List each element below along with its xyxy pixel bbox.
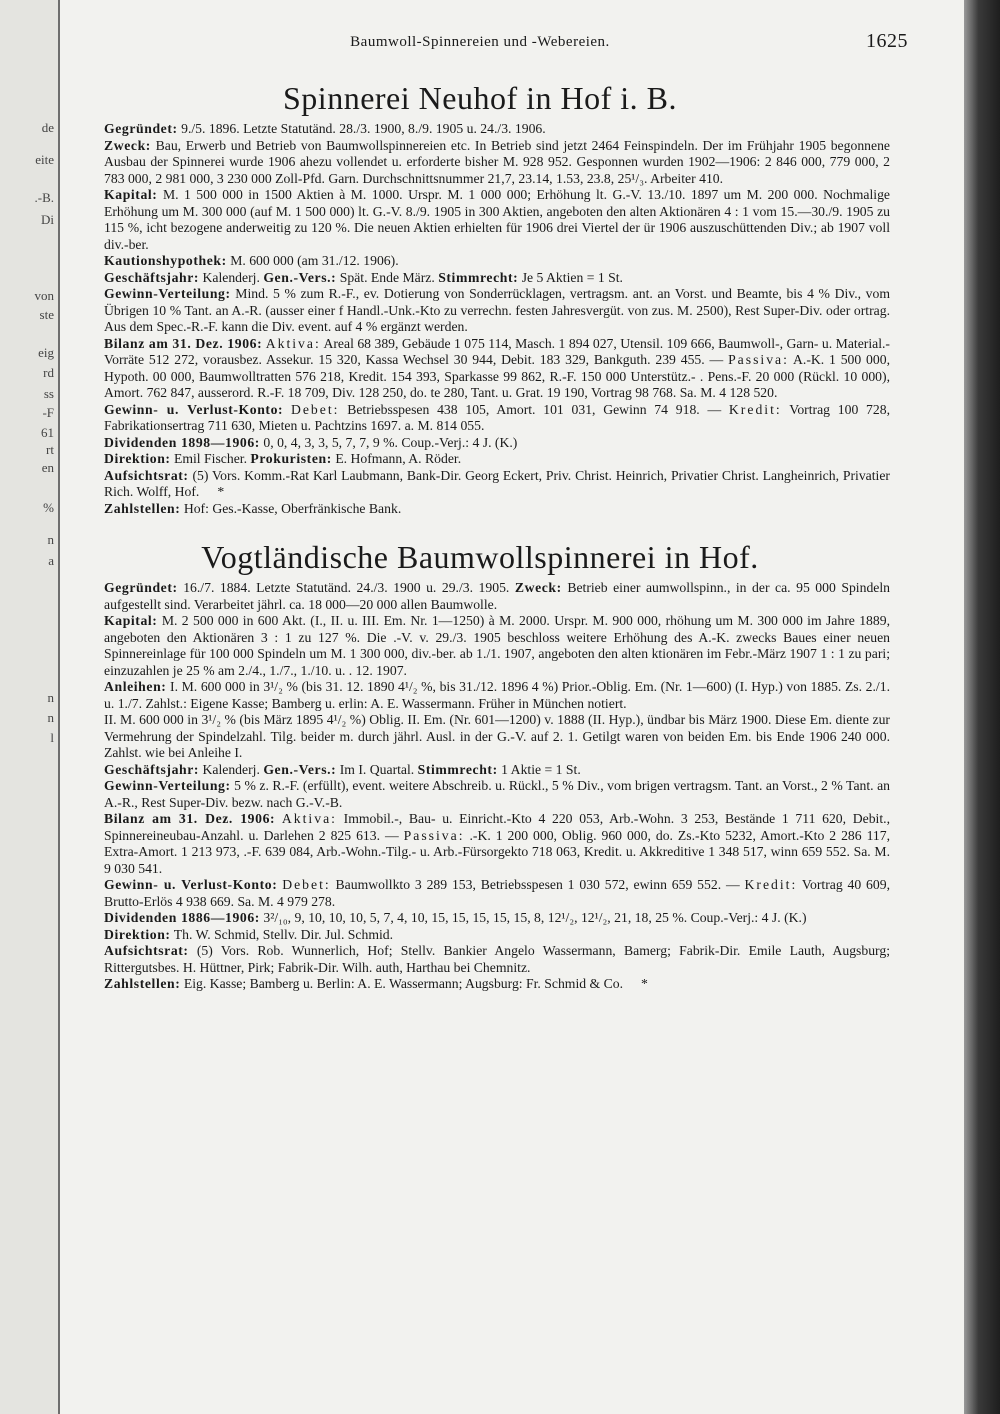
entry-paragraph: [70, 712, 890, 762]
facing-page-fragment: rd: [43, 365, 54, 380]
entry-paragraph: [70, 402, 890, 435]
entry-key: Bilanz am 31. Dez. 1906:: [104, 335, 263, 351]
entry-text: Kalenderj.: [202, 761, 260, 777]
entry-paragraph: [70, 468, 890, 501]
entry-key: Gen.-Vers.:: [263, 269, 337, 285]
entry-paragraph: [70, 943, 890, 976]
company-title: Vogtländische Baumwollspinnerei in Hof.: [201, 539, 759, 575]
entry-key: Direktion:: [104, 926, 171, 942]
entry-subheading: Passiva:: [403, 827, 465, 843]
entry-subheading: Aktiva:: [281, 811, 337, 826]
footnote-mark: *: [217, 484, 225, 499]
entry-text: Spät. Ende März.: [339, 269, 435, 285]
entry-text: Areal 68 389, Gebäude 1 075 114, Masch. 1 894 027, Utensil. 109 666, Baumwoll-, Garn- u. Material.-Vorräte 512 272, vorausbez. Assekur. 15 320, Kassa Wechsel 30 944, Debit. 183 329, Bankguth. 239 455. —: [104, 335, 890, 367]
entry-paragraph: [70, 976, 890, 993]
entry-key: Geschäftsjahr:: [104, 269, 200, 285]
running-head: [70, 30, 908, 56]
entry-text: A.-K. 1 500 000, Hypoth. 00 000, Baumwolltratten 576 218, Kredit. 154 393, Sparkasse 99 862, R.-F. 150 000 Unterstütz.- . Pens.-F. 20 000 (Rückl. 10 000), Amort. 762 847, ausserord. R.-F. 18 709, Div. 128 250, do. te 280, Tant. u. Grat. 19 190, Vortrag 98 768. Sa. M. 4 128 520.: [104, 352, 891, 400]
footnote-mark: *: [641, 976, 648, 991]
entry-text: M. 2 500 000 in 600 Akt. (I., II. u. III. Em. Nr. 1—1250) à M. 2000. Urspr. M. 900 000, rhöhung um M. 300 000 im Jahre 1889, angeboten den Aktionären 3 : 1 zu 127 %. Die .-V. v. 29./3. 1905 beschloss weitere Erhöhung des A.-K. zwecks Baues einer neuen Spinnereinlage für 100 000 Spindeln um M. 1 300 000, div.-ber. ab 1./1. 1907, angeboten den alten ktionären im Febr.-März 1907 1 : 1 zu pari; einzuzahlen je 25 % am 2./4., 1./7., 1./10. u. . 12. 1907.: [104, 613, 891, 678]
entry-list: [70, 580, 890, 993]
facing-page-edge: [0, 0, 60, 1414]
entry-text: Baumwollkto 3 289 153, Betriebsspesen 1 030 572, ewinn 659 552. —: [335, 877, 740, 892]
company-title: Spinnerei Neuhof in Hof i. B.: [283, 80, 677, 116]
facing-page-fragment: von: [34, 288, 54, 303]
entry-paragraph: [70, 253, 890, 270]
entry-paragraph: [70, 336, 890, 402]
entry-paragraph: [70, 613, 890, 679]
entry-text: Immobil.-, Bau- u. Einricht.-Kto 4 220 053, Arb.-Wohn. 3 253, Bestände 1 711 620, Debit., Spinnereineubau-Anzahl. u. Darlehen 2 825 613. —: [104, 811, 891, 843]
entry-subheading: Aktiva:: [265, 335, 321, 351]
entry-list: [70, 121, 890, 517]
entry-text: 3²/₁₀, 9, 10, 10, 10, 5, 7, 4, 10, 15, 15, 15, 15, 15, 8, 12¹/₂, 12¹/₂, 21, 18, 25 %. Coup.-Verj.: 4 J. (K.): [263, 910, 807, 925]
entry-paragraph: [70, 270, 890, 287]
entry-key: Kapital:: [104, 187, 158, 202]
entry-text: Betrieb einer aumwollspinn., in der ca. 95 000 Spindeln aufgestellt sind. Verarbeitet jährl. ca. 18 000—20 000 allen Baumwolle.: [104, 580, 891, 612]
facing-page-fragment: de: [41, 120, 54, 135]
entry-subheading: Kredit:: [728, 401, 782, 417]
facing-page-fragment: n: [47, 690, 54, 705]
entry-paragraph: [70, 877, 890, 910]
entry-key: Geschäftsjahr:: [104, 761, 200, 777]
binding-shadow: [964, 0, 1000, 1414]
entry-text: I. M. 600 000 in 3¹/₂ % (bis 31. 12. 1890 4¹/₂ %, bis 31./12. 1896 4 %) Prior.-Oblig. Em. (Nr. 1—600) (I. Hyp.) von 1885. Zs. 2./1. u. 1./7. Zahlst.: Eigene Kasse; Bamberg u. erlin: A. E. Wassermann. Früher in München notiert.: [104, 679, 890, 711]
running-head-title: Baumwoll-Spinnereien und -Webereien.: [350, 34, 610, 50]
entry-key: Kapital:: [104, 613, 158, 628]
entry-paragraph: [70, 811, 890, 877]
facing-page-fragment: l: [50, 730, 54, 745]
entry-key: Gen.-Vers.:: [263, 761, 337, 777]
entry-key: Anleihen:: [104, 679, 167, 694]
facing-page-fragment: n: [47, 710, 54, 725]
company-section-neuhof: [70, 80, 890, 517]
entry-paragraph: [70, 286, 890, 336]
entry-subheading: Debet:: [282, 877, 331, 892]
entry-subheading: Passiva:: [728, 352, 789, 367]
entry-text: E. Hofmann, A. Röder.: [335, 451, 462, 466]
entry-key: Prokuristen:: [250, 451, 332, 466]
entry-text: Bau, Erwerb und Betrieb von Baumwollspinnereien etc. In Betrieb sind jetzt 2464 Feinspindeln. Der im Frühjahr 1905 begonnene Ausbau der Spinnerei wurde 1906 ahezu vollendet u. erforderte bisher M. 928 952. Gesponnen wurden 1902—1906: 2 846 000, 779 000, 2 783 000, 2 981 000, 3 230 000 Zoll-Pfd. Garn. Durchschnittsnummer 21,7, 23.14, 1.53, 23.8, 25¹/₃. Arbeiter 410.: [104, 137, 891, 186]
facing-page-fragment: Di: [41, 212, 54, 227]
entry-text: Betriebsspesen 438 105, Amort. 101 031, Gewinn 74 918. —: [347, 401, 722, 417]
entry-key: Zweck:: [104, 137, 151, 153]
entry-key: Dividenden 1898—1906:: [104, 434, 260, 450]
entry-text: 0, 0, 4, 3, 3, 5, 7, 7, 9 %. Coup.-Verj.: 4 J. (K.): [263, 434, 518, 450]
entry-key: Zweck:: [514, 580, 562, 595]
entry-text: Je 5 Aktien = 1 St.: [521, 269, 623, 285]
entry-key: Kautionshypothek:: [104, 253, 227, 268]
entry-paragraph: [70, 910, 890, 927]
entry-paragraph: [70, 187, 890, 253]
facing-page-fragment: en: [41, 460, 54, 475]
entry-text: 9./5. 1896. Letzte Statutänd. 28./3. 1900, 8./9. 1905 u. 24./3. 1906.: [181, 121, 546, 136]
entry-text: Emil Fischer.: [174, 451, 247, 466]
entry-key: Stimmrecht:: [438, 269, 519, 285]
page-number: 1625: [866, 30, 908, 52]
entry-text: 5 % z. R.-F. (erfüllt), event. weitere Abschreib. u. Rückl., 5 % Div., vom brigen vertragsm. Tant. an Vorst., 2 % Tant. an A.-R., Rest Super-Div. bezw. nach G.-V.-B.: [104, 778, 890, 810]
entry-key: Gewinn- u. Verlust-Konto:: [104, 401, 284, 417]
entry-key: Gegründet:: [104, 121, 178, 136]
entry-paragraph: [70, 580, 890, 613]
entry-text: Im I. Quartal.: [339, 761, 415, 777]
entry-text: 16./7. 1884. Letzte Statutänd. 24./3. 1900 u. 29./3. 1905.: [183, 580, 510, 595]
entry-text: (5) Vors. Komm.-Rat Karl Laubmann, Bank-Dir. Georg Eckert, Priv. Christ. Heinrich, Privatier Christ. Langheinrich, Privatier Rich. Wolff, Hof.: [104, 467, 890, 499]
entry-key: Gegründet:: [104, 580, 178, 595]
entry-text: Kalenderj.: [202, 269, 260, 285]
entry-paragraph: [70, 138, 890, 188]
facing-page-fragment: n: [47, 532, 54, 547]
entry-text: Hof: Ges.-Kasse, Oberfränkische Bank.: [183, 500, 402, 516]
entry-paragraph: [70, 501, 890, 518]
entry-subheading: Debet:: [290, 401, 340, 417]
entry-key: Bilanz am 31. Dez. 1906:: [104, 811, 276, 826]
entry-key: Dividenden 1886—1906:: [104, 910, 260, 925]
entry-text: 1 Aktie = 1 St.: [501, 761, 581, 777]
page-content: [70, 30, 908, 993]
facing-page-fragment: ss: [43, 386, 54, 401]
entry-text: (5) Vors. Rob. Wunnerlich, Hof; Stellv. Bankier Angelo Wassermann, Bamerg; Fabrik-Dir. Emile Lauth, Augsburg; Rittergutsbes. H. Hüttner, Pirk; Fabrik-Dir. Wilh. auth, Harthau bei Chemnitz.: [104, 943, 891, 975]
facing-page-fragment: rt: [46, 442, 54, 457]
entry-text: M. 1 500 000 in 1500 Aktien à M. 1000. Urspr. M. 1 000 000; Erhöhung lt. G.-V. 13./10. 1897 um M. 200 000. Nochmalige Erhöhung um M. 300 000 (auf M. 1 500 000) lt. G.-V. 8./9. 1905 in 300 Aktien, angeboten den alten Aktionären 4 : 1 vom 15.—30./9. 1905 zu 115 %, icht bezogene anderweitig zu 120 %. Die neuen Aktien erhielten für 1906 drei Viertel der ür 1906 auszuschüttenden Div.; ab 1907 voll div.-ber.: [104, 187, 890, 252]
entry-text: .-K. 1 200 000, Oblig. 960 000, do. Zs.-Kto 5232, Amort.-Kto 2 286 117, Extra-Amort. 1 213 973, .-F. 639 084, Arb.-Wohn.-Tilg.- u. Arb.-Fürsorgekto 718 063, Kredit. u. Akkreditive 1 348 517, winn 659 552. Sa. M. 9 030 541.: [104, 827, 891, 876]
entry-paragraph: [70, 762, 890, 779]
entry-key: Zahlstellen:: [104, 500, 181, 516]
entry-key: Gewinn- u. Verlust-Konto:: [104, 877, 278, 892]
entry-paragraph: [70, 679, 890, 712]
entry-key: Gewinn-Verteilung:: [104, 286, 231, 301]
entry-key: Zahlstellen:: [104, 976, 181, 991]
entry-paragraph: [70, 778, 890, 811]
entry-key: Stimmrecht:: [417, 761, 498, 777]
company-section-vogtlaendische: [70, 539, 890, 993]
facing-page-fragment: -F: [42, 405, 54, 420]
entry-text: Eig. Kasse; Bamberg u. Berlin: A. E. Wassermann; Augsburg: Fr. Schmid & Co.: [183, 976, 623, 991]
entry-subheading: Kredit:: [744, 877, 798, 892]
entry-paragraph: [70, 121, 890, 138]
facing-page-fragment: ste: [39, 307, 54, 322]
entry-paragraph: [70, 435, 890, 452]
entry-key: Aufsichtsrat:: [104, 467, 189, 483]
facing-page-fragment: %: [43, 500, 54, 515]
facing-page-fragment: .-B.: [34, 190, 54, 205]
facing-page-fragment: a: [48, 553, 54, 568]
facing-page-fragment: eite: [35, 152, 54, 167]
entry-text: Mind. 5 % zum R.-F., ev. Dotierung von Sonderrücklagen, vertragsm. ant. an Vorst. und Beamte, bis 4 % Div., vom Übrigen 10 % Tant. an A.-R. (ausser einer f Handl.-Unk.-Kto zu verrechn. festen Jahresvergüt. von zus. M. 2500), Rest Super-Div. oder ortrag. Aus dem Spec.-R.-F. kann die Div. event. auf 4 % ergänzt werden.: [104, 286, 891, 334]
entry-key: Gewinn-Verteilung:: [104, 778, 231, 793]
facing-page-fragment: eig: [38, 345, 54, 360]
entry-text: II. M. 600 000 in 3¹/₂ % (bis März 1895 4¹/₂ %) Oblig. II. Em. (Nr. 601—1200) v. 1888 (II. Hyp.), ündbar bis März 1900. Diese Em. diente zur Vermehrung der Spindelzahl. Tilg. beider m. durch jährl. Ausl. in der G.-V. auf 2. 1. Getilgt waren von beiden Em. bis Ende 1906 240 000. Zahlst. wie bei Anleihe I.: [104, 712, 890, 760]
entry-paragraph: [70, 451, 890, 468]
entry-text: Th. W. Schmid, Stellv. Dir. Jul. Schmid.: [173, 926, 394, 942]
entry-text: Vortrag 40 609, Brutto-Erlös 4 938 669. Sa. M. 4 979 278.: [104, 877, 891, 909]
facing-page-fragment: 61: [41, 425, 54, 440]
entry-key: Direktion:: [104, 451, 171, 466]
entry-key: Aufsichtsrat:: [104, 943, 189, 958]
entry-paragraph: [70, 927, 890, 944]
entry-text: Vortrag 100 728, Fabrikationsertrag 711 630, Mieten u. Pachtzins 1697. a. M. 814 055.: [104, 401, 891, 433]
entry-text: M. 600 000 (am 31./12. 1906).: [230, 253, 399, 268]
